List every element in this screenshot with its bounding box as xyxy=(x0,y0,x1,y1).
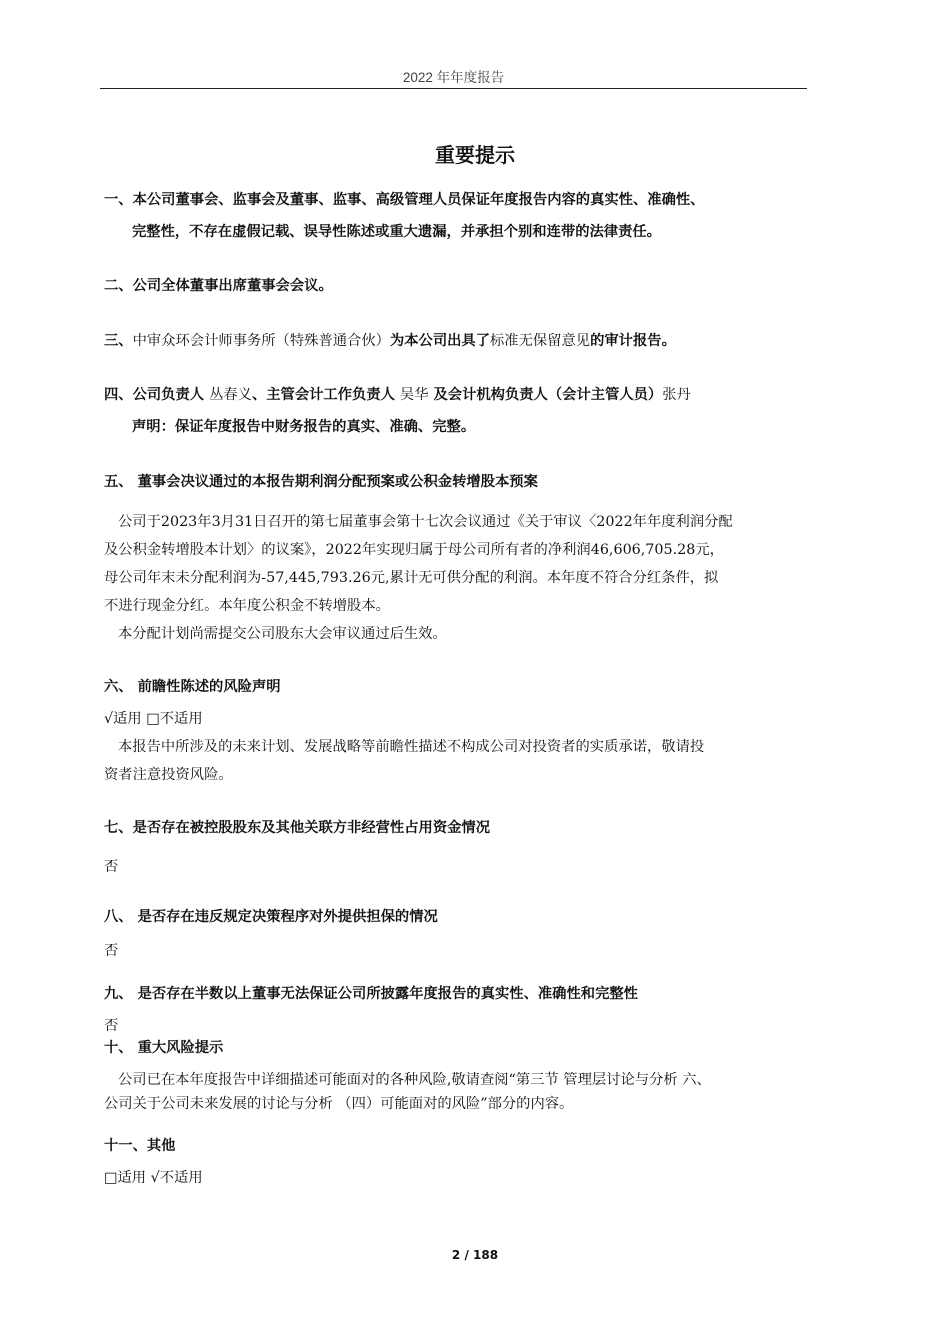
section-6-para-line-2: 资者注意投资风险。 xyxy=(104,767,233,783)
section-7-heading: 七、是否存在被控股股东及其他关联方非经营性占用资金情况 xyxy=(104,820,491,836)
section-3-mid: 为本公司出具了 xyxy=(389,333,491,349)
section-10-para-line-1: 公司已在本年度报告中详细描述可能面对的各种风险,敬请查阅“第三节 管理层讨论与分析 六、 xyxy=(118,1072,711,1088)
page-title: 重要提示 xyxy=(435,143,515,167)
section-9-answer: 否 xyxy=(104,1018,119,1034)
accounting-supervisor-name: 张丹 xyxy=(662,387,691,403)
section-5-para-line-4: 不进行现金分红。本年度公积金不转增股本。 xyxy=(104,598,390,614)
section-11-heading: 十一、其他 xyxy=(104,1138,176,1154)
section-3-line xyxy=(104,331,676,351)
section-6-para-line-1: 本报告中所涉及的未来计划、发展战略等前瞻性描述不构成公司对投资者的实质承诺，敬请投 xyxy=(118,739,705,755)
section-11-options: □适用 √不适用 xyxy=(104,1170,203,1186)
section-5-para-line-1: 公司于2023年3月31日召开的第七届董事会第十七次会议通过《关于审议〈2022年年度利润分配 xyxy=(118,514,733,530)
section-5-para-line-3: 母公司年末未分配利润为-57,445,793.26元,累计无可供分配的利润。本年度不符合分红条件，拟 xyxy=(104,570,719,586)
section-9-heading: 九、 是否存在半数以上董事无法保证公司所披露年度报告的真实性、准确性和完整性 xyxy=(104,986,638,1002)
section-6-heading: 六、 前瞻性陈述的风险声明 xyxy=(104,679,281,695)
section-5-para-line-2: 及公积金转增股本计划〉的议案》，2022年实现归属于母公司所有者的净利润46,606,705.28元， xyxy=(104,542,724,558)
section-1-line-2: 完整性，不存在虚假记载、误导性陈述或重大遗漏，并承担个别和连带的法律责任。 xyxy=(132,224,661,240)
section-5-heading: 五、 董事会决议通过的本报告期利润分配预案或公积金转增股本预案 xyxy=(104,474,538,490)
section-4-prefix: 四、公司负责人 xyxy=(104,387,210,403)
section-4-line-1 xyxy=(104,385,691,405)
accounting-head-name: 吴华 xyxy=(399,387,429,403)
section-6-options: √适用 □不适用 xyxy=(104,711,203,727)
section-3-suffix: 的审计报告。 xyxy=(590,333,676,349)
header-rule xyxy=(100,88,807,89)
section-3-prefix: 三、 xyxy=(104,333,133,349)
company-head-name: 丛春义 xyxy=(209,387,252,403)
page-header: 2022 年年度报告 xyxy=(402,70,505,85)
section-4-mid-1: 、主管会计工作负责人 xyxy=(251,387,400,403)
section-8-answer: 否 xyxy=(104,943,119,959)
page-number: 2 / 188 xyxy=(451,1248,499,1262)
section-10-heading: 十、 重大风险提示 xyxy=(104,1040,224,1056)
section-5-para-line-5: 本分配计划尚需提交公司股东大会审议通过后生效。 xyxy=(118,626,447,642)
auditor-name: 中审众环会计师事务所（特殊普通合伙） xyxy=(132,333,390,349)
section-4-mid-2: 及会计机构负责人（会计主管人员） xyxy=(428,387,663,403)
section-2-line: 二、公司全体董事出席董事会会议。 xyxy=(104,278,333,294)
section-7-answer: 否 xyxy=(104,859,119,875)
section-4-line-2: 声明：保证年度报告中财务报告的真实、准确、完整。 xyxy=(132,419,476,435)
section-1-line-1: 一、本公司董事会、监事会及董事、监事、高级管理人员保证年度报告内容的真实性、准确性、 xyxy=(104,192,705,208)
section-8-heading: 八、 是否存在违反规定决策程序对外提供担保的情况 xyxy=(104,909,438,925)
audit-opinion: 标准无保留意见 xyxy=(490,333,591,349)
section-10-para-line-2: 公司关于公司未来发展的讨论与分析 （四）可能面对的风险”部分的内容。 xyxy=(104,1096,574,1112)
